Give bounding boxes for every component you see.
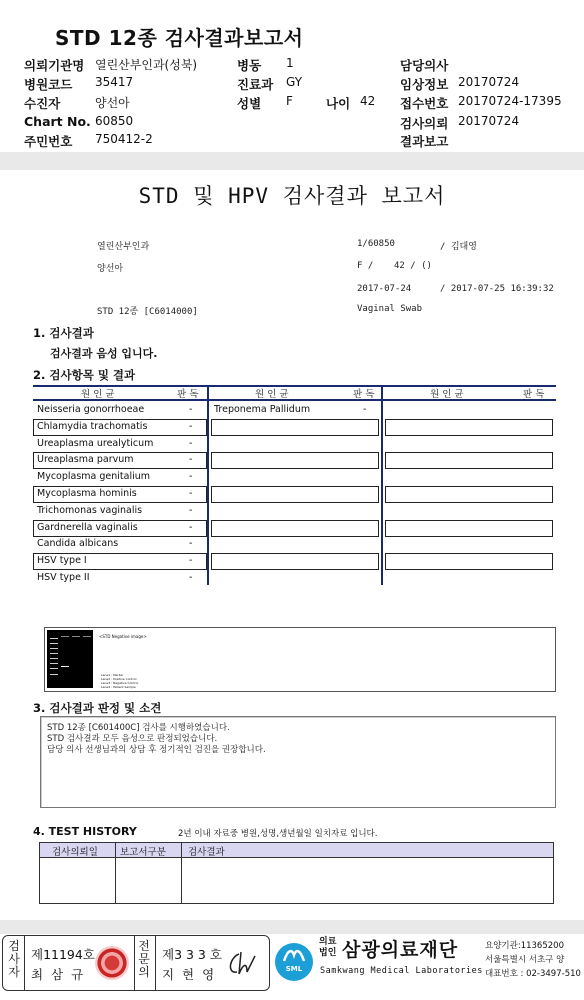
pathogen-name: Chlamydia trachomatis [37,420,148,432]
pathogen-result: - [189,555,193,567]
chart-value: 60850 [95,114,134,128]
info-id: 1/60850 [357,239,395,249]
org-phone: 대표번호 : 02-3497-510 [485,969,581,979]
history-note: 2년 이내 자료중 병원,성명,생년월일 일치자료 입니다. [178,829,378,839]
org-type: 의료법인 [319,937,337,958]
pathogen-result: - [189,521,193,533]
row-frame [211,520,379,537]
pathogen-name: Mycoplasma genitalium [37,471,151,483]
section4-heading: 4. TEST HISTORY [33,825,137,838]
request-label: 검사의뢰 [400,116,449,131]
history-divider-2 [181,843,182,903]
pathogen-name: Ureaplasma parvum [37,454,134,466]
age-value: 42 [360,94,376,108]
hospital-code-label: 병원코드 [24,77,73,92]
legend-lane3: Lane3 : Negative Control [101,681,139,685]
org-english-name: Samkwang Medical Laboratories [320,966,483,976]
pathogen-result: - [189,404,193,415]
info-age: 42 / () [394,261,432,271]
legend-lane4: Lane4 : Patient Sample [101,685,136,689]
legend-lane1: Lane1 : Marker [101,673,124,677]
sig-divider-1 [24,936,25,990]
col-result-2: 판 독 [353,389,375,400]
pathogen-name: Mycoplasma hominis [37,488,137,499]
request-value: 20170724 [458,114,520,128]
chart-label: Chart No. [24,114,91,129]
info-test: STD 12종 [C6014000] [97,307,198,317]
examiner-number: 제11194호 [31,947,95,962]
gel-image-box [44,627,556,692]
section1-heading: 1. 검사결과 [33,326,94,340]
pathogen-result: - [189,538,193,550]
rrn-label: 주민번호 [24,134,73,149]
table-divider-2 [381,385,383,585]
finding-line-3: 담당 의사 선생님과의 상담 후 정기적인 검진을 권장합니다. [47,745,266,755]
pathogen-result: - [189,454,193,466]
col-result-3: 판 독 [523,389,545,400]
info-patient: 양선아 [97,264,124,274]
table-divider-1 [207,385,209,585]
ward-value: 1 [286,56,294,70]
gel-caption: <STD Negative image> [99,634,147,639]
pathogen-result: - [189,572,193,583]
footer-divider [0,920,584,934]
info-hospital: 열린산부인과 [97,242,150,252]
row-frame [385,553,553,570]
col-pathogen-2: 원 인 균 [255,389,289,400]
history-col-type: 보고서구분 [120,847,166,858]
pathogen-name: Candida albicans [37,538,119,550]
pathogen-result: - [189,471,193,483]
clinical-value: 20170724 [458,75,520,89]
pathogen-name: Treponema Pallidum [214,404,311,415]
specialist-number: 제3 3 3 호 [162,947,222,962]
row-frame [211,486,379,503]
clinical-label: 임상정보 [400,77,449,92]
section1-result: 검사결과 음성 입니다. [50,347,158,360]
header-divider [0,152,584,170]
info-date2: / 2017-07-25 16:39:32 [440,284,554,294]
institution-label: 의뢰기관명 [24,58,85,73]
dept-label: 진료과 [237,77,274,92]
findings-box [40,716,556,808]
row-frame [211,419,379,436]
sex-label: 성별 [237,96,262,111]
pathogen-name: HSV type I [37,555,87,567]
specialist-label: 전 문 의 [138,939,150,979]
signature-icon [225,948,261,978]
col-pathogen-1: 원 인 균 [81,389,115,400]
sml-logo-icon [275,943,313,981]
report-title: STD 12종 검사결과보고서 [55,26,304,50]
institution-value: 열린산부인과(성북) [95,58,198,72]
sig-divider-3 [155,936,156,990]
examiner-name: 최 삼 규 [31,967,86,982]
patient-value: 양선아 [95,96,130,110]
dept-value: GY [286,75,303,89]
gel-electrophoresis-image [47,630,93,688]
logo-mark-text: SML [285,965,303,973]
patient-label: 수진자 [24,96,61,111]
pathogen-result: - [189,437,193,449]
specialist-name: 지 현 영 [162,967,217,982]
info-doctor: / 김대영 [440,242,477,252]
rrn-value: 750412-2 [95,132,153,146]
finding-line-1: STD 12종 [C601400C] 검사를 시행하였습니다. [47,723,230,733]
pathogen-name: Ureaplasma urealyticum [37,437,154,449]
org-name: 삼광의료재단 [342,939,459,961]
results-table [33,385,556,585]
report-date-label: 결과보고 [400,134,449,149]
history-divider-1 [115,843,116,903]
row-frame [385,419,553,436]
row-frame [211,553,379,570]
info-sex: F / [357,261,374,271]
sub-report-title: STD 및 HPV 검사결과 보고서 [138,184,446,208]
gel-legend [101,673,138,689]
history-header [40,843,553,858]
ward-label: 병동 [237,58,262,73]
legend-lane2: Lane2 : Positive Control [101,677,137,681]
pathogen-name: HSV type II [37,572,90,583]
doctor-label: 담당의사 [400,58,449,73]
history-col-date: 검사의뢰일 [52,847,98,858]
finding-line-2: STD 검사결과 모두 음성으로 판정되었습니다. [47,734,218,744]
hospital-code-value: 35417 [95,75,134,89]
pathogen-result: - [363,404,367,415]
examiner-seal-icon [95,946,129,980]
history-table [39,842,554,904]
examiner-label: 검 사 자 [8,939,20,979]
section2-heading: 2. 검사항목 및 결과 [33,368,136,382]
row-frame [385,486,553,503]
info-date1: 2017-07-24 [357,284,412,294]
org-code: 요양기관:11365200 [485,941,564,951]
pathogen-result: - [189,420,193,432]
row-frame [385,452,553,469]
pathogen-name: Neisseria gonorrhoeae [37,404,145,415]
pathogen-result: - [189,504,193,516]
sig-divider-2 [134,936,135,990]
col-pathogen-3: 원 인 균 [430,389,464,400]
pathogen-result: - [189,488,193,499]
pathogen-name: Trichomonas vaginalis [37,504,143,516]
sex-value: F [286,94,293,108]
history-col-result: 검사결과 [188,847,225,858]
section3-heading: 3. 검사결과 판정 및 소견 [33,701,162,715]
row-frame [211,452,379,469]
age-label: 나이 [326,96,351,111]
info-specimen: Vaginal Swab [357,304,423,314]
org-address: 서울특별시 서초구 양 [485,955,565,965]
signature-box [2,935,270,991]
receipt-label: 접수번호 [400,96,449,111]
col-result-1: 판 독 [177,389,199,400]
row-frame [385,520,553,537]
pathogen-name: Gardnerella vaginalis [37,521,138,533]
receipt-value: 20170724-17395 [458,94,562,108]
